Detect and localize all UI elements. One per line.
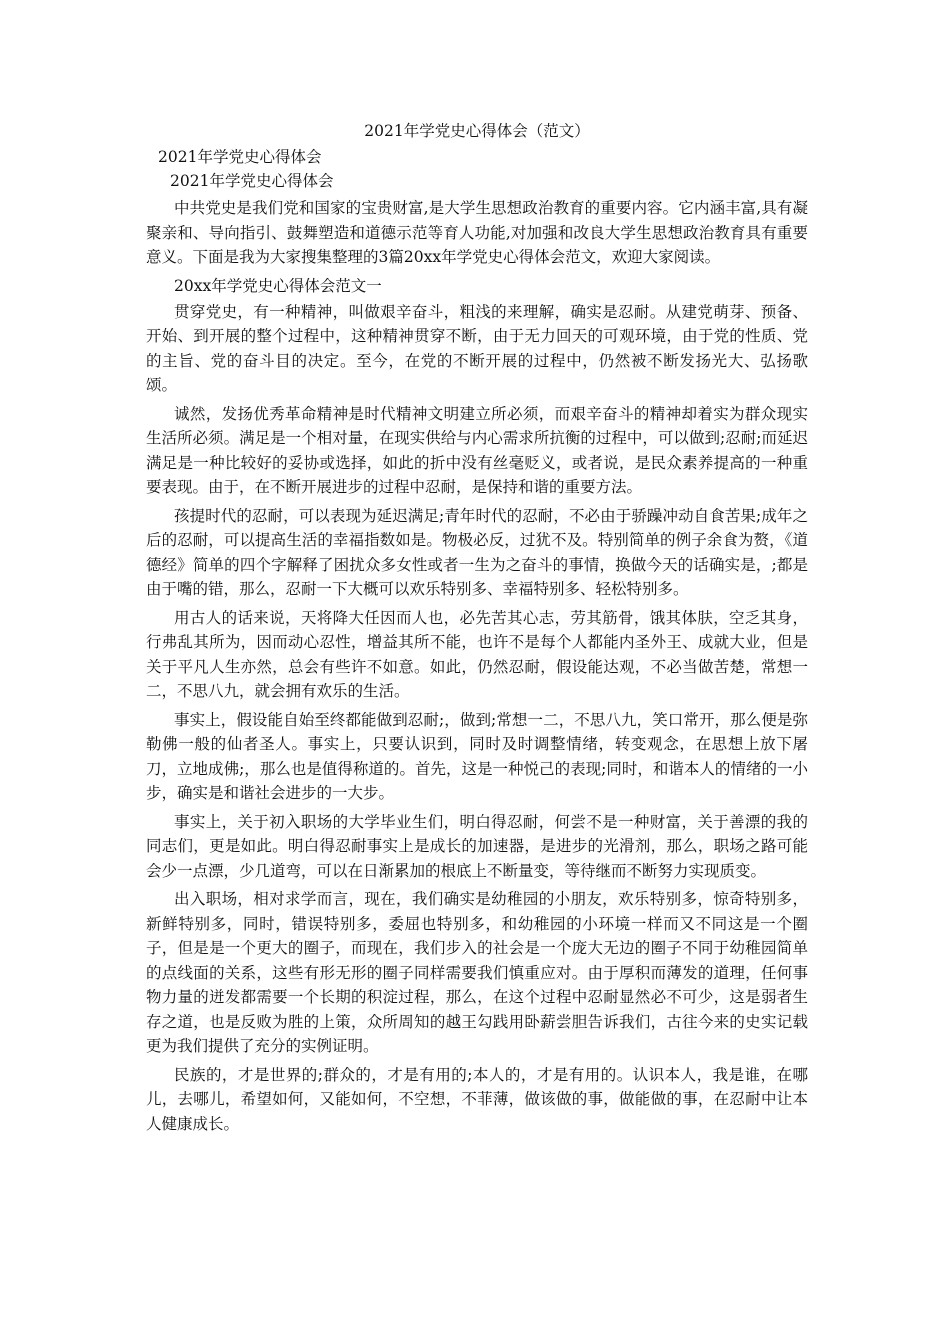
body-paragraph: 贯穿党史，有一种精神，叫做艰辛奋斗，粗浅的来理解，确实是忍耐。从建党萌芽、预备、开始、到开展的整个过程中，这种精神贯穿不断，由于无力回天的可观环境，由于党的性质、党的主旨、党的奋斗目的决定。至今，在党的不断开展的过程中，仍然被不断发扬光大、弘扬歌颂。	[146, 302, 808, 394]
section-heading: 20xx年学党史心得体会范文一	[174, 276, 382, 295]
body-paragraph: 事实上，关于初入职场的大学毕业生们，明白得忍耐，何尝不是一种财富，关于善漂的我的同志们，更是如此。明白得忍耐事实上是成长的加速器，是进步的光滑剂，那么，职场之路可能会少一点漂，少几道弯，可以在日渐累加的根底上不断量变，等待继而不断努力实现质变。	[146, 812, 808, 880]
document-title: 2021年学党史心得体会（范文）	[364, 122, 590, 140]
document-subtitle: 2021年学党史心得体会	[158, 148, 322, 166]
body-paragraph: 出入职场，相对求学而言，现在，我们确实是幼稚园的小朋友，欢乐特别多，惊奇特别多，新鲜特别多，同时，错误特别多，委屈也特别多，和幼稚园的小环境一样而又不同这是一个圈子，但是是一个更大的圈子，而现在，我们步入的社会是一个庞大无边的圈子不同于幼稚园简单的点线面的关系，这些有形无形的圈子同样需要我们慎重应对。由于厚积而薄发的道理，任何事物力量的迸发都需要一个长期的积淀过程，那么，在这个过程中忍耐显然必不可少，这是弱者生存之道，也是反败为胜的上策，众所周知的越王勾践用卧薪尝胆告诉我们，古往今来的史实记载更为我们提供了充分的实例证明。	[146, 890, 808, 1055]
body-paragraph: 诚然，发扬优秀革命精神是时代精神文明建立所必须，而艰辛奋斗的精神却着实为群众现实生活所必须。满足是一个相对量，在现实供给与内心需求所抗衡的过程中，可以做到;忍耐;而延迟满足是一种比较好的妥协或选择，如此的折中没有丝毫贬义，或者说，是民众素养提高的一种重要表现。由于，在不断开展进步的过程中忍耐，是保持和谐的重要方法。	[146, 404, 808, 496]
document-subtitle-repeat: 2021年学党史心得体会	[170, 172, 334, 190]
body-paragraph: 用古人的话来说，天将降大任因而人也，必先苦其心志，劳其筋骨，饿其体肤，空乏其身，行弗乱其所为，因而动心忍性，增益其所不能，也许不是每个人都能内圣外王、成就大业，但是关于平凡人生亦然，总会有些许不如意。如此，仍然忍耐，假设能达观，不必当做苦楚，常想一二，不思八九，就会拥有欢乐的生活。	[146, 608, 808, 700]
body-paragraph: 民族的，才是世界的;群众的，才是有用的;本人的，才是有用的。认识本人，我是谁，在哪儿，去哪儿，希望如何，又能如何，不空想，不菲薄，做该做的事，做能做的事，在忍耐中让本人健康成长。	[146, 1065, 808, 1133]
body-paragraph: 孩提时代的忍耐，可以表现为延迟满足;青年时代的忍耐，不必由于骄躁冲动自食苦果;成年之后的忍耐，可以提高生活的幸福指数如是。物极必反，过犹不及。特别简单的例子余食为赘，《道德经》简单的四个字解释了困扰众多女性或者一生为之奋斗的事情，换做今天的话确实是，;都是由于嘴的错，那么，忍耐一下大概可以欢乐特别多、幸福特别多、轻松特别多。	[146, 506, 808, 598]
document-page	[146, 120, 808, 1140]
body-paragraph: 事实上，假设能自始至终都能做到忍耐;，做到;常想一二，不思八九，笑口常开，那么便是弥勒佛一般的仙者圣人。事实上，只要认识到，同时及时调整情绪，转变观念，在思想上放下屠刀，立地成佛;，那么也是值得称道的。首先，这是一种悦己的表现;同时，和谐本人的情绪的一小步，确实是和谐社会进步的一大步。	[146, 710, 808, 802]
intro-paragraph: 中共党史是我们党和国家的宝贵财富,是大学生思想政治教育的重要内容。它内涵丰富,具有凝聚亲和、导向指引、鼓舞塑造和道德示范等育人功能,对加强和改良大学生思想政治教育具有重要意义。下面是我为大家搜集整理的3篇20xx年学党史心得体会范文，欢迎大家阅读。	[146, 199, 808, 266]
